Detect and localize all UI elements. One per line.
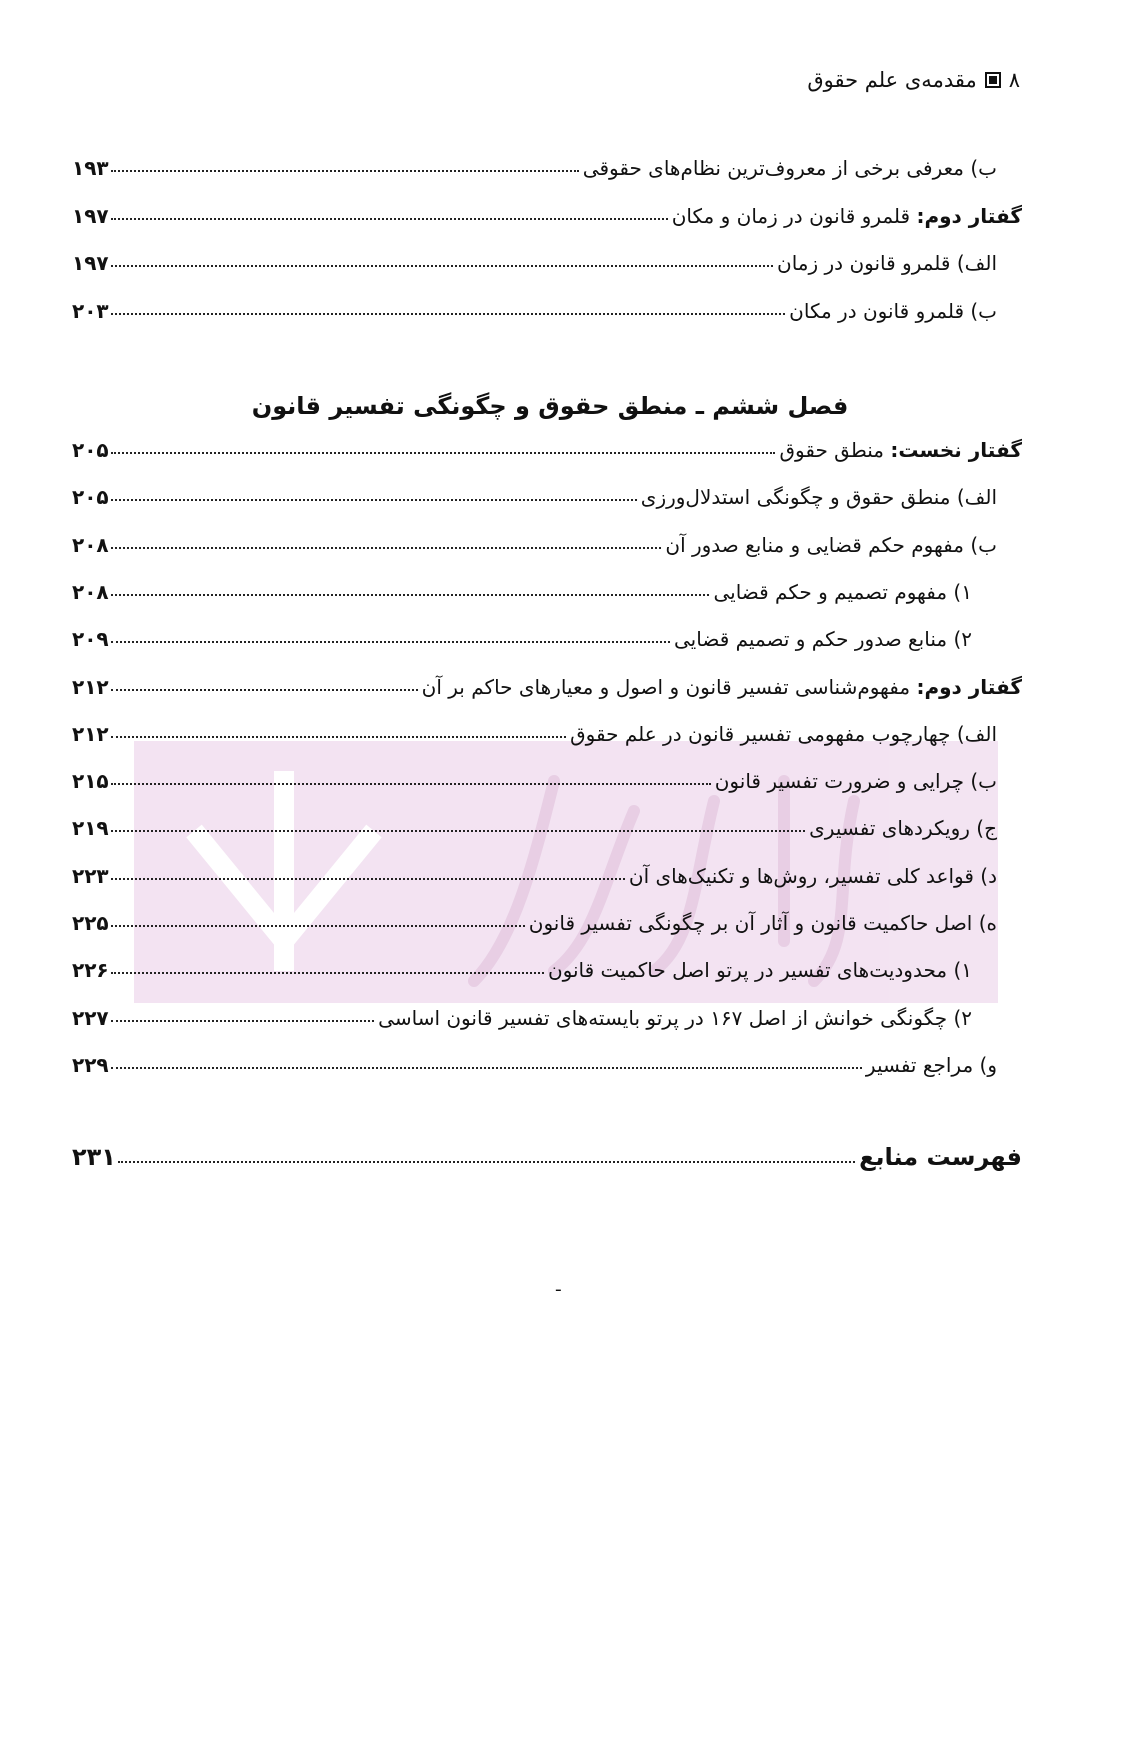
entry-title-text: ۱) محدودیت‌های تفسیر در پرتو اصل حاکمیت قانون	[547, 958, 972, 983]
dot-leader	[111, 1067, 862, 1069]
page-ref: ۲۳۱	[72, 1143, 116, 1171]
entry-title-bold: گفتار نخست:	[890, 438, 1022, 462]
page-ref: ۲۱۹	[72, 816, 109, 841]
toc-entry[interactable]	[72, 140, 997, 180]
entry-title-text: ب) قلمرو قانون در مکان	[789, 298, 997, 323]
toc-entry[interactable]	[72, 188, 1022, 228]
entry-title	[637, 485, 997, 509]
entry-title	[785, 299, 997, 323]
page-ref: ۱۹۳	[72, 156, 109, 180]
toc-entry[interactable]	[72, 942, 972, 982]
entry-title	[805, 816, 997, 840]
dot-leader	[111, 641, 670, 643]
dot-leader	[111, 689, 418, 691]
entry-title	[625, 864, 997, 888]
toc-entry[interactable]	[72, 990, 972, 1030]
dot-leader	[111, 830, 806, 832]
dot-leader	[118, 1161, 855, 1163]
page-ref: ۲۱۲	[72, 674, 109, 699]
page-ref: ۲۰۸	[72, 532, 109, 557]
dot-leader	[111, 170, 579, 172]
toc-entry[interactable]	[72, 517, 997, 557]
toc-entry[interactable]	[72, 753, 997, 793]
entry-title	[773, 251, 997, 275]
dot-leader	[111, 452, 776, 454]
dot-leader	[111, 265, 773, 267]
running-header	[807, 68, 1020, 92]
page-ref: ۱۹۷	[72, 251, 109, 275]
toc-entry[interactable]	[72, 564, 972, 604]
entry-title-text: منطق حقوق	[779, 438, 891, 462]
page-ref: ۲۲۹	[72, 1052, 109, 1077]
toc-entry[interactable]	[72, 659, 1022, 699]
entry-title-text: ۱) مفهوم تصمیم و حکم قضایی	[713, 579, 972, 604]
toc-entry[interactable]	[72, 706, 997, 746]
entry-title	[670, 627, 972, 651]
entry-title	[579, 156, 997, 180]
entry-title-text: ۲) منابع صدور حکم و تصمیم قضایی	[674, 627, 972, 652]
entry-title	[709, 580, 972, 604]
entry-title	[668, 204, 1022, 228]
dot-leader	[111, 313, 786, 315]
page-ref: ۲۰۵	[72, 485, 109, 510]
scan-mark: ـ	[556, 1276, 561, 1295]
page-ref: ۲۱۲	[72, 721, 109, 746]
page-ref: ۲۰۳	[72, 298, 109, 323]
toc-entry[interactable]	[72, 611, 972, 651]
page-ref: ۲۰۵	[72, 438, 109, 462]
entry-title-text: ب) مفهوم حکم قضایی و منابع صدور آن	[665, 532, 997, 557]
toc-entry[interactable]	[72, 235, 997, 275]
toc-entry[interactable]	[72, 283, 997, 323]
book-title: مقدمه‌ی علم حقوق	[807, 68, 977, 92]
page-ref: ۱۹۷	[72, 203, 109, 228]
chapter-title: فصل ششم ـ منطق حقوق و چگونگی تفسیر قانون	[251, 392, 849, 420]
dot-leader	[111, 783, 711, 785]
entry-title	[418, 675, 1022, 699]
entry-title-text: و) مراجع تفسیر	[865, 1052, 997, 1077]
entry-title-text: مفهوم‌شناسی تفسیر قانون و اصول و معیارهای حاکم بر آن	[421, 674, 917, 699]
toc-entry-bibliography[interactable]	[72, 1131, 1022, 1171]
dot-leader	[111, 736, 567, 738]
dot-leader	[111, 218, 668, 220]
entry-title	[661, 533, 997, 557]
page-ref: ۲۲۳	[72, 863, 109, 888]
entry-title	[862, 1053, 997, 1077]
dot-leader	[111, 594, 710, 596]
toc-entry[interactable]	[72, 800, 997, 840]
entry-title-bold: گفتار دوم:	[916, 674, 1022, 699]
toc-entry[interactable]	[72, 895, 997, 935]
entry-title-text: ب) چرایی و ضرورت تفسیر قانون	[714, 769, 997, 794]
entry-title	[775, 438, 1022, 462]
entry-title-text: الف) چهارچوب مفهومی تفسیر قانون در علم حقوق	[570, 721, 997, 746]
page-ref: ۲۲۵	[72, 911, 109, 935]
page-ref: ۲۰۸	[72, 579, 109, 604]
page-ref: ۲۱۵	[72, 769, 109, 794]
entry-title-text: قلمرو قانون در زمان و مکان	[671, 203, 917, 228]
square-bullet-icon	[985, 72, 1001, 88]
dot-leader	[111, 878, 625, 880]
dot-leader	[111, 1020, 375, 1022]
dot-leader	[111, 925, 525, 927]
dot-leader	[111, 547, 662, 549]
page-ref: ۲۲۶	[72, 958, 109, 983]
bibliography-label: فهرست منابع	[859, 1143, 1022, 1171]
entry-title	[374, 1006, 972, 1030]
dot-leader	[111, 972, 544, 974]
entry-title-text: ۲) چگونگی خوانش از اصل ۱۶۷ در پرتو بایسته‌های تفسیر قانون اساسی	[378, 1005, 972, 1030]
toc-entry[interactable]	[72, 848, 997, 888]
page-ref: ۲۰۹	[72, 627, 109, 652]
entry-title-text: د) قواعد کلی تفسیر، روش‌ها و تکنیک‌های آن	[628, 863, 997, 888]
entry-title	[544, 958, 972, 982]
entry-title-text: ج) رویکردهای تفسیری	[809, 816, 997, 841]
entry-title	[525, 911, 997, 935]
entry-title-text: الف) قلمرو قانون در زمان	[777, 251, 997, 275]
entry-title	[711, 769, 997, 793]
entry-title-text: ه) اصل حاکمیت قانون و آثار آن بر چگونگی تفسیر قانون	[528, 911, 997, 935]
entry-title	[566, 722, 997, 746]
page-number: ۸	[1008, 68, 1020, 92]
entry-title-bold: گفتار دوم:	[916, 203, 1022, 228]
toc-entry[interactable]	[72, 422, 1022, 462]
entry-title-text: الف) منطق حقوق و چگونگی استدلال‌ورزی	[640, 485, 997, 510]
toc-entry[interactable]	[72, 1037, 997, 1077]
page-ref: ۲۲۷	[72, 1005, 109, 1030]
entry-title-text: ب) معرفی برخی از معروف‌ترین نظام‌های حقوقی	[582, 156, 997, 180]
dot-leader	[111, 499, 637, 501]
toc-entry[interactable]	[72, 469, 997, 509]
